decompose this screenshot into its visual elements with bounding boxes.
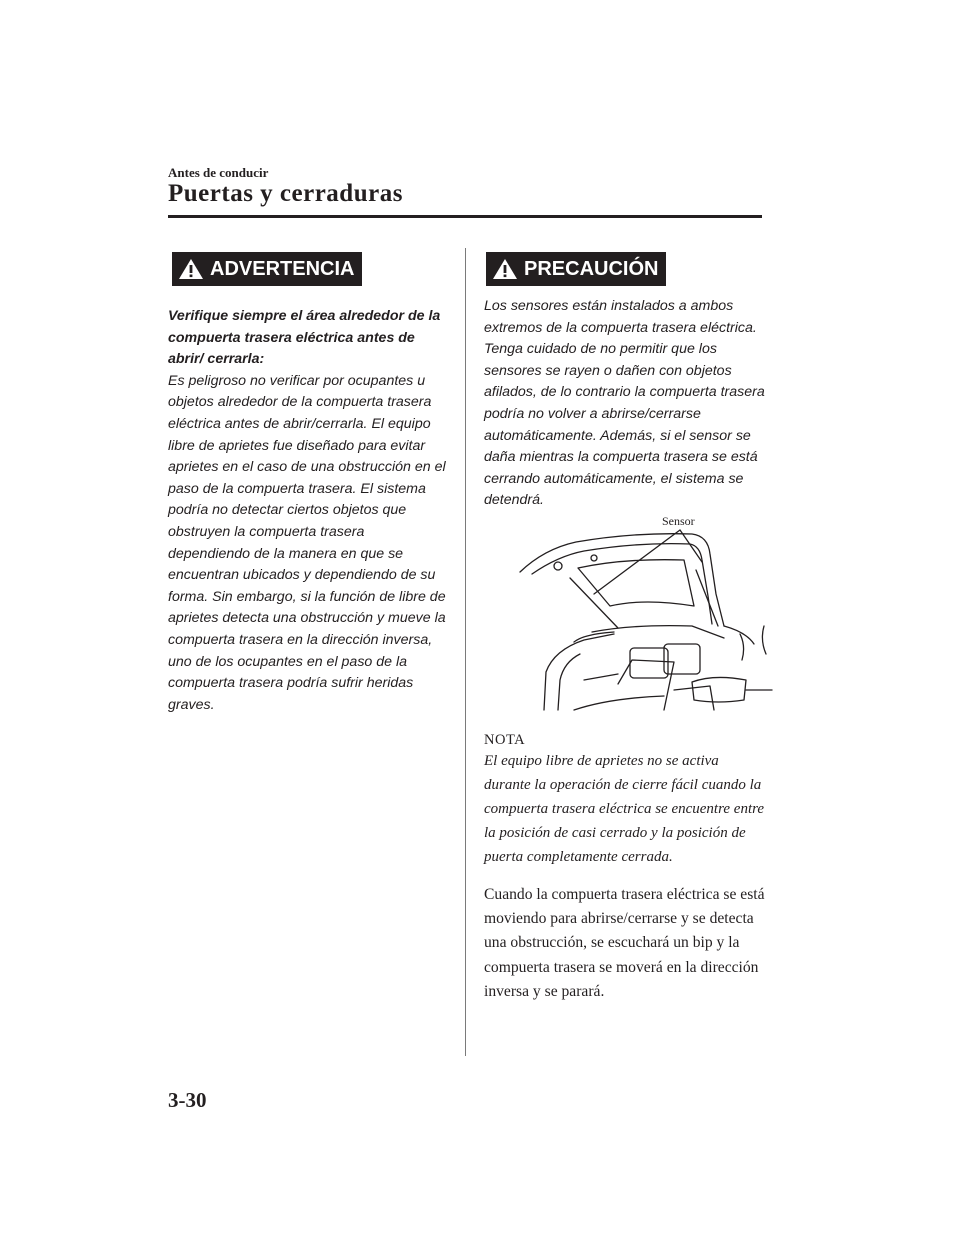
warning-triangle-icon [178, 258, 204, 280]
caution-body: Los sensores están instalados a ambos extremos de la compuerta trasera eléctrica. Tenga cuidado de no permitir que los sensores se rayen o dañen con objetos afilados, de lo contrario la compuerta trasera podría no volver a abrirse/cerrarse automáticamente. Además, si el sensor se daña mientras la compuerta trasera se está cerrando automáticamente, el sistema se detendrá. [484, 298, 765, 509]
page-title: Puertas y cerraduras [168, 180, 403, 207]
caution-badge [486, 252, 666, 286]
warning-badge [172, 252, 362, 286]
caution-badge-label: PRECAUCIÓN [524, 257, 659, 280]
chapter-label: Antes de conducir [168, 165, 269, 180]
warning-heading: Verifique siempre el área alrededor de la compuerta trasera eléctrica antes de abrir/ cerrarla: [168, 308, 441, 368]
warning-body: Es peligroso no verificar por ocupantes u objetos alrededor de la compuerta trasera eléctrica antes de abrir/cerrarla. El equipo libre de aprietes fue diseñado para evitar aprietes en el caso de una obstrucción en el paso de la compuerta trasera. El sistema podría no detectar ciertos objetos que obstruyen la compuerta trasera dependiendo de la manera en que se encuentran ubicados y dependiendo de su forma. Sin embargo, si la función de libre de aprietes detecta una obstrucción y mueve la compuerta trasera en la dirección inversa, uno de los ocupantes en el paso de la compuerta trasera podría sufrir heridas graves. [168, 372, 446, 713]
warning-badge-label: ADVERTENCIA [210, 257, 355, 280]
body-paragraph: Cuando la compuerta trasera eléctrica se está moviendo para abrirse/cerrarse y se detecta una obstrucción, se escuchará un bip y la compuerta trasera se moverá en la dirección inversa y se parará. [484, 885, 765, 1000]
note-heading: NOTA [484, 731, 526, 748]
left-column [168, 252, 450, 716]
caution-triangle-icon [492, 258, 518, 280]
note-body: El equipo libre de aprietes no se activa durante la operación de cierre fácil cuando la compuerta trasera eléctrica se encuentre entre la posición de casi cerrado y la posición de puerta completamente cerrada. [484, 752, 765, 865]
tailgate-illustration [514, 514, 774, 712]
right-column [484, 252, 769, 1004]
page-number: 3-30 [168, 1088, 207, 1112]
sensor-label: Sensor [662, 513, 695, 528]
tailgate-sensor-figure [514, 514, 774, 712]
column-divider [465, 248, 466, 1056]
header-rule [168, 215, 762, 218]
